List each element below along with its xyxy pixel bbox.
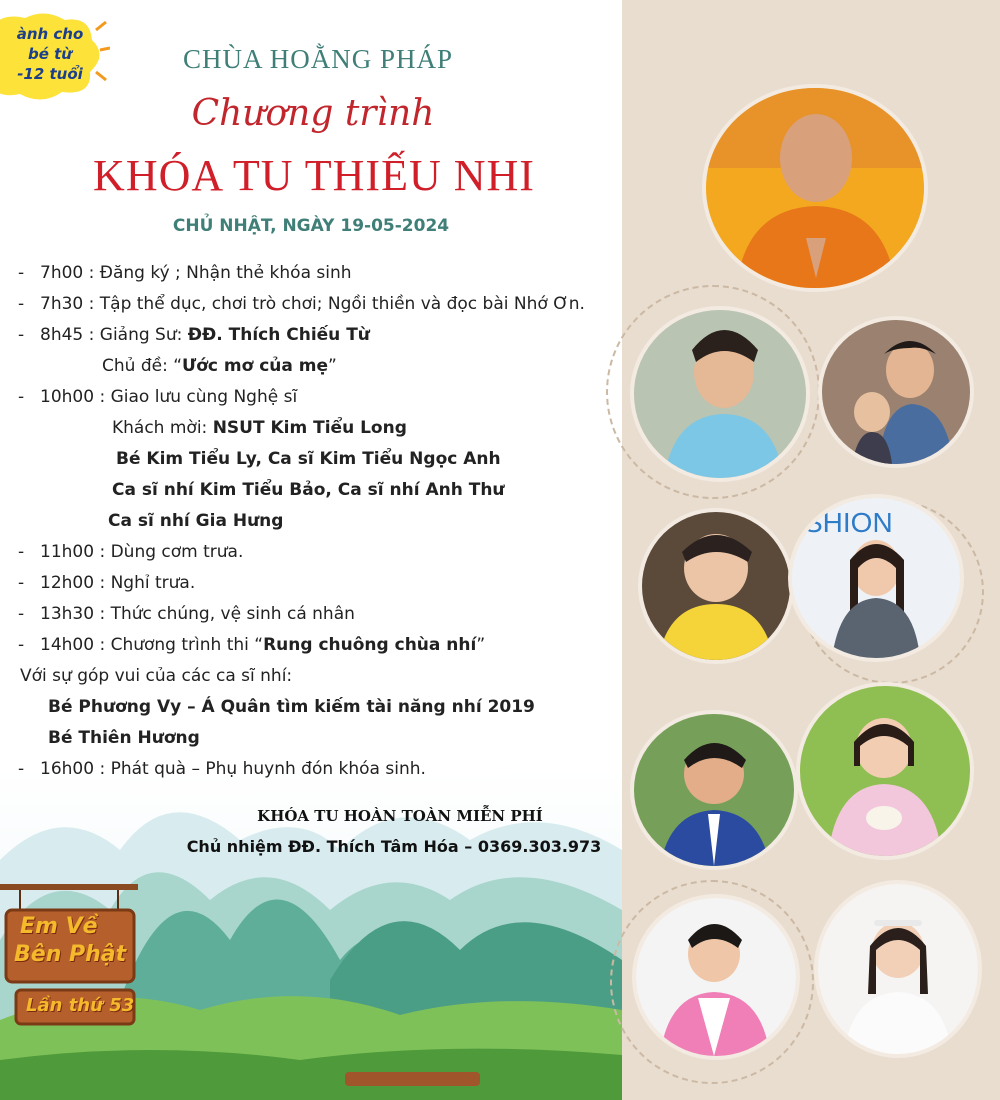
schedule-text: Dùng cơm trưa. — [110, 542, 244, 562]
schedule-row: - 14h00 : Chương trình thi “Rung chuông chùa nhí” — [18, 635, 486, 655]
lecturer-name: ĐĐ. Thích Chiếu Từ — [187, 325, 370, 345]
sign-line-3: Lần thứ 53 — [26, 995, 135, 1016]
schedule-time: 10h00 : — [40, 387, 111, 407]
guest-names: Bé Kim Tiểu Ly, Ca sĩ Kim Tiểu Ngọc Anh — [116, 449, 501, 469]
sign-line-1: Em Về — [20, 914, 98, 939]
schedule-subrow: Chủ đề: “Ước mơ của mẹ” — [102, 356, 337, 376]
contest-name: Rung chuông chùa nhí — [263, 635, 477, 655]
schedule-time: 7h30 : — [40, 294, 100, 314]
topic-name: Ước mơ của mẹ — [182, 356, 329, 376]
free-notice: KHÓA TU HOÀN TOÀN MIỄN PHÍ — [257, 807, 543, 825]
program-script-title: Chương trình — [191, 93, 435, 134]
sign-line-2: Bên Phật — [14, 942, 127, 967]
schedule-subrow — [112, 480, 505, 500]
schedule-note: Với sự góp vui của các ca sĩ nhí: — [20, 666, 293, 686]
artist-photo — [818, 884, 978, 1054]
schedule-row: - 16h00 : Phát quà – Phụ huynh đón khóa sinh. — [18, 759, 426, 779]
event-date: CHỦ NHẬT, NGÀY 19-05-2024 — [172, 216, 450, 236]
guest-names: Ca sĩ nhí Gia Hưng — [108, 511, 284, 531]
schedule-subrow — [116, 449, 501, 469]
schedule-text: Thức chúng, vệ sinh cá nhân — [110, 604, 355, 624]
schedule-time: 13h30 : — [40, 604, 111, 624]
guest-name: NSUT Kim Tiểu Long — [212, 418, 407, 438]
performer-names: Bé Thiên Hương — [48, 728, 200, 748]
artist-photo — [822, 320, 970, 464]
schedule-time: 12h00 : — [40, 573, 111, 593]
schedule-row: - 8h45 : Giảng Sư: ĐĐ. Thích Chiếu Từ — [18, 325, 370, 345]
schedule-subrow — [108, 511, 283, 531]
performer-names: Bé Phương Vy – Á Quân tìm kiếm tài năng nhí 2019 — [48, 697, 535, 717]
schedule-text: Đăng ký ; Nhận thẻ khóa sinh — [99, 263, 352, 283]
artist-photo — [792, 498, 960, 658]
badge-line-1: ành cho — [16, 25, 84, 43]
schedule-time: 14h00 : — [40, 635, 111, 655]
topic-label: Chủ đề: “ — [102, 356, 183, 376]
guest-label: Khách mời: — [112, 418, 213, 438]
schedule-row: - 7h30 : Tập thể dục, chơi trò chơi; Ngồi thiền và đọc bài Nhớ Ơn. — [18, 294, 585, 314]
schedule-row: - 7h00 : Đăng ký ; Nhận thẻ khóa sinh — [18, 263, 352, 283]
artist-photo — [642, 512, 790, 660]
guest-names: Ca sĩ nhí Kim Tiểu Bảo, Ca sĩ nhí Anh Thư — [112, 480, 505, 500]
badge-line-2: bé từ — [28, 45, 72, 63]
schedule-text: Giao lưu cùng Nghệ sĩ — [110, 387, 298, 407]
artist-photo — [636, 898, 796, 1056]
schedule-time: 8h45 : — [40, 325, 100, 345]
fashion-backdrop-text: SHION — [804, 507, 893, 538]
schedule-row: - 10h00 : Giao lưu cùng Nghệ sĩ — [18, 387, 298, 407]
schedule-text: Nghỉ trưa. — [110, 573, 196, 593]
artist-photo — [800, 686, 970, 856]
contact-info: Chủ nhiệm ĐĐ. Thích Tâm Hóa – 0369.303.973 — [186, 837, 602, 856]
temple-name: CHÙA HOẰNG PHÁP — [182, 44, 454, 74]
schedule-text: Chương trình thi “ — [110, 635, 264, 655]
schedule-time: 7h00 : — [40, 263, 100, 283]
schedule-row: - 13h30 : Thức chúng, vệ sinh cá nhân — [18, 604, 355, 624]
schedule-time: 11h00 : — [40, 542, 111, 562]
schedule-text: Giảng Sư: — [99, 325, 188, 345]
schedule-time: 16h00 : — [40, 759, 111, 779]
schedule-row: - 11h00 : Dùng cơm trưa. — [18, 542, 244, 562]
badge-line-3: -12 tuổi — [17, 65, 83, 83]
artist-photo — [634, 310, 806, 478]
schedule-subrow — [48, 697, 535, 717]
artist-photo — [634, 714, 794, 866]
main-title: KHÓA TU THIẾU NHI — [93, 151, 535, 200]
monk-photo — [706, 88, 924, 288]
schedule-text: Tập thể dục, chơi trò chơi; Ngồi thiền và đọc bài Nhớ Ơn. — [99, 294, 585, 314]
schedule-row: - 12h00 : Nghỉ trưa. — [18, 573, 196, 593]
schedule-subrow — [112, 418, 407, 438]
schedule-text: Phát quà – Phụ huynh đón khóa sinh. — [110, 759, 426, 779]
